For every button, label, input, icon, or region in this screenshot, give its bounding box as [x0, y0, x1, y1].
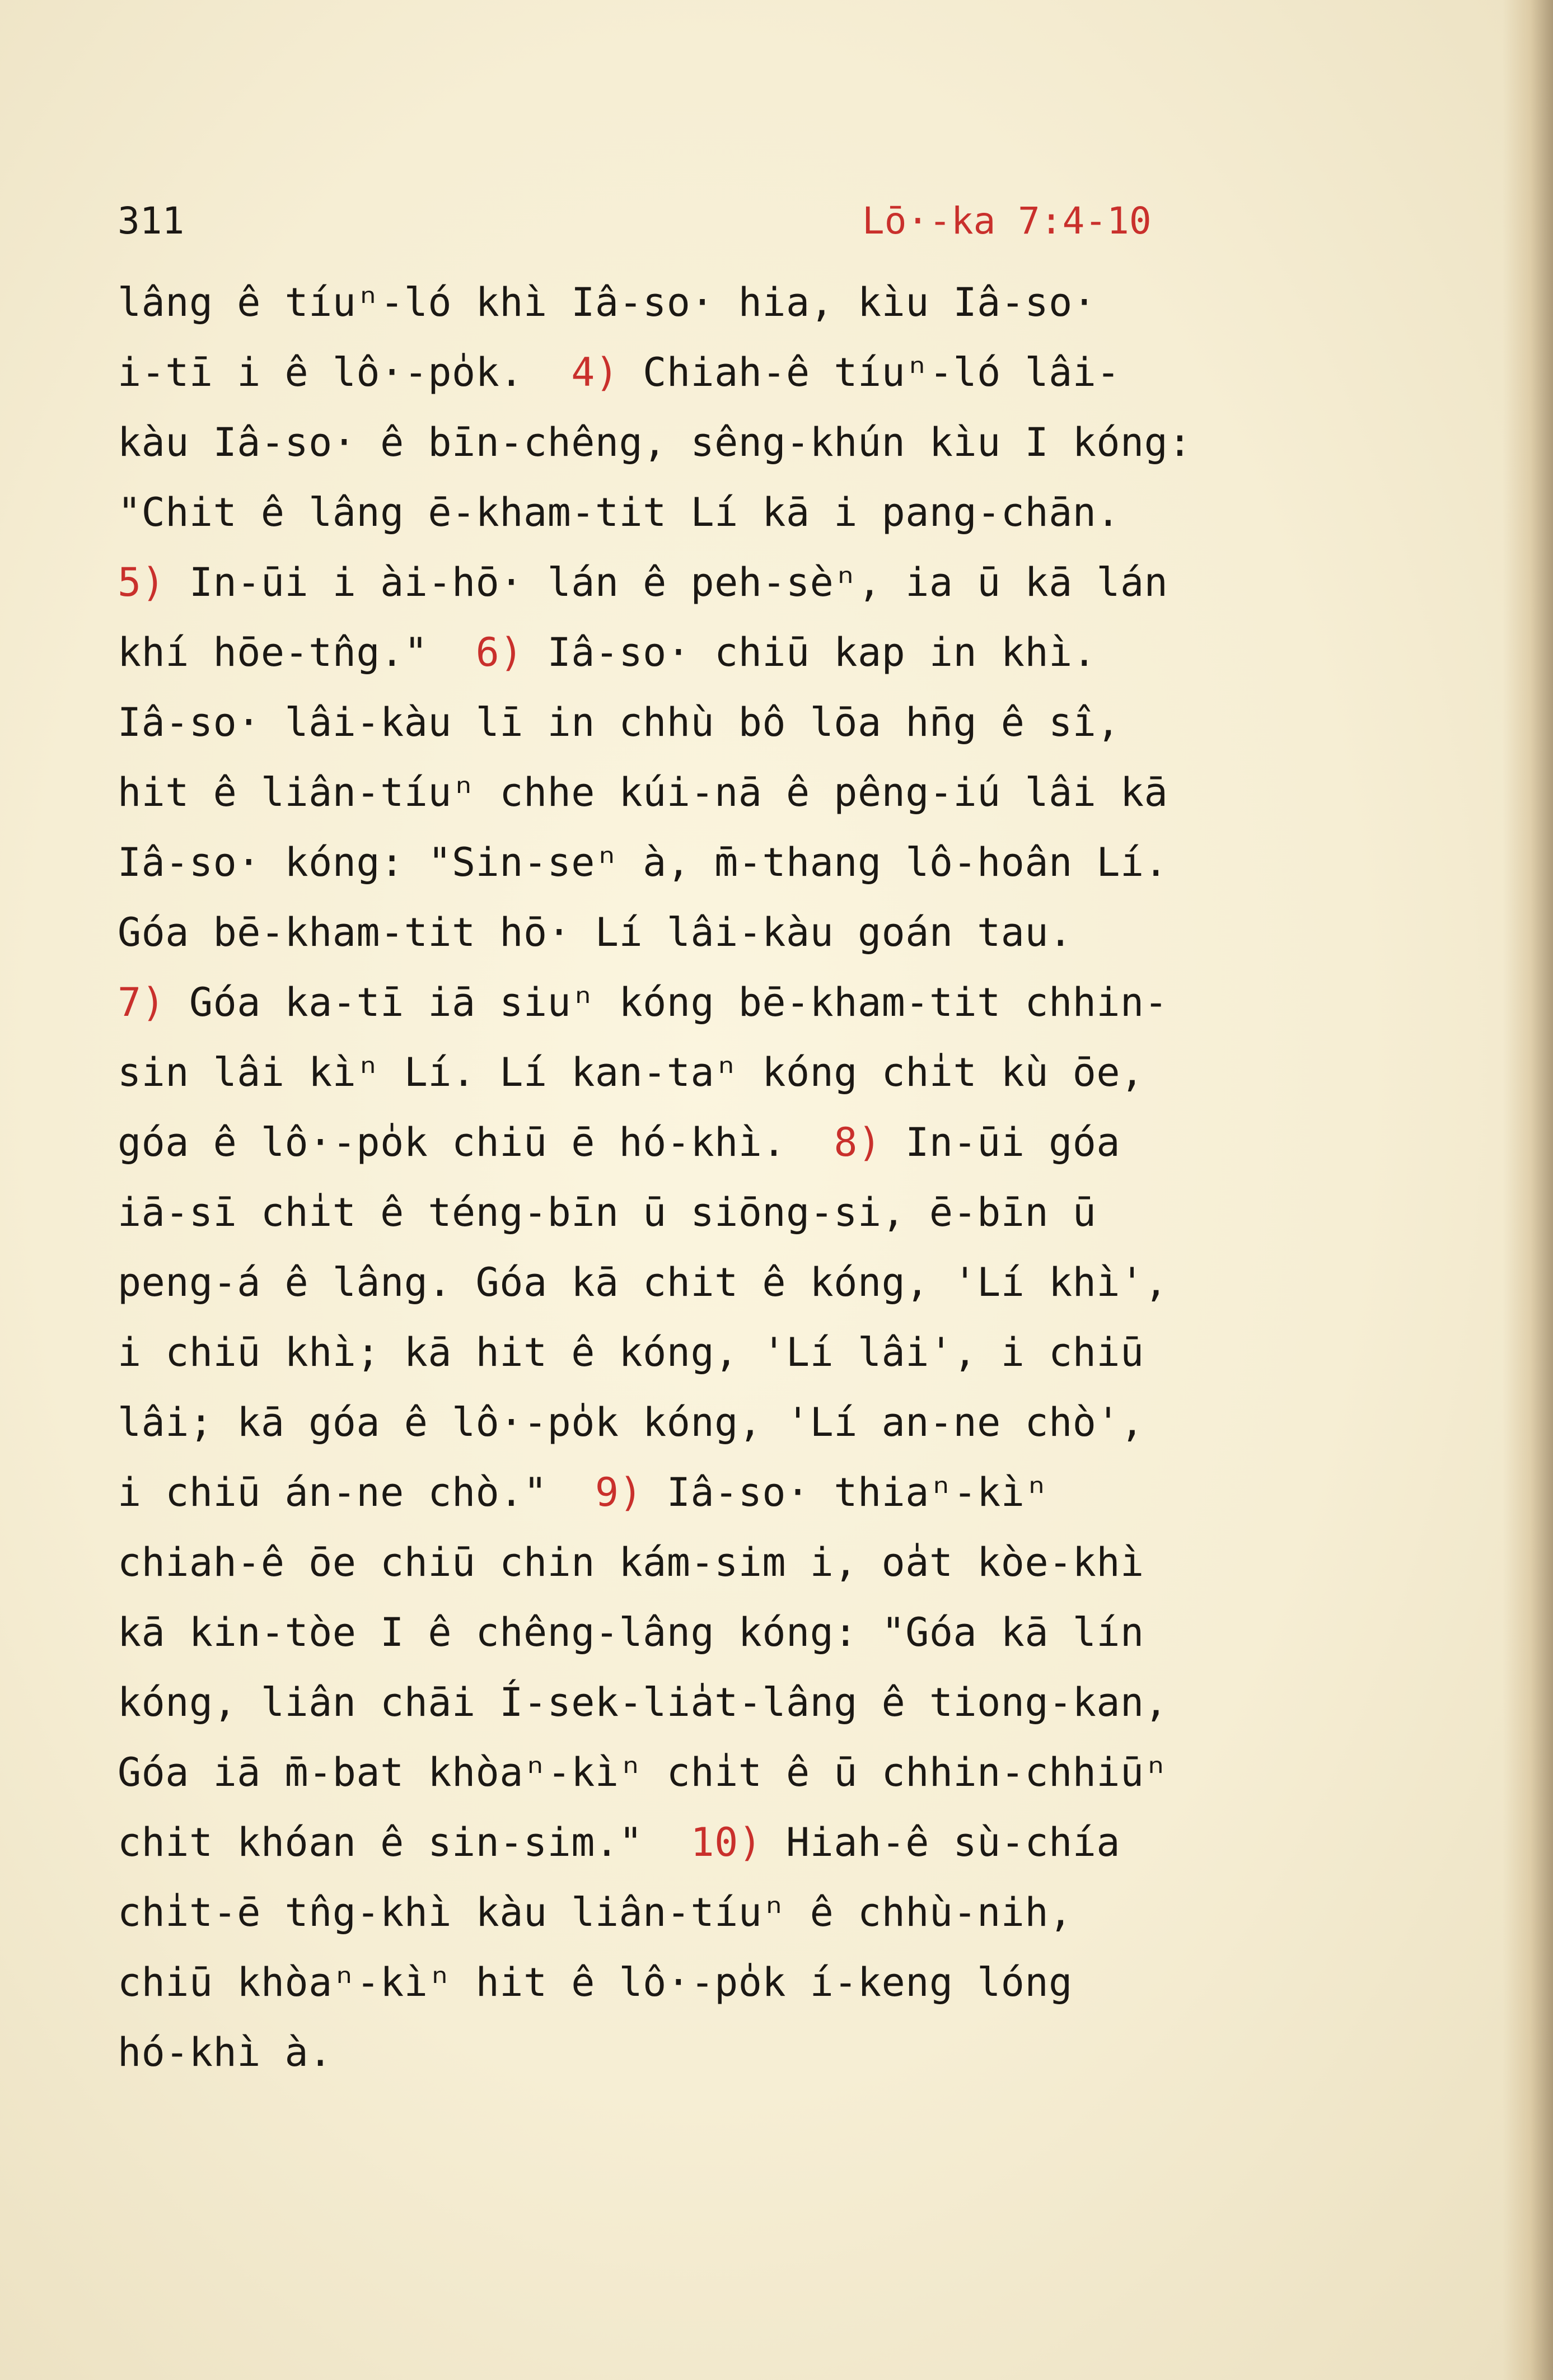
verse-text: i-tī i ê lô·-po̍k.	[118, 349, 572, 395]
text-line	[118, 1948, 1450, 2018]
text-line	[118, 1458, 1450, 1528]
verse-text: lâi; kā góa ê lô·-po̍k kóng, 'Lí an-ne chò',	[118, 1399, 1144, 1445]
verse-text: Iâ-so· lâi-kàu lī in chhù bô lōa hn̄g ê sî,	[118, 699, 1121, 745]
text-line	[118, 548, 1450, 618]
text-line	[118, 338, 1450, 408]
text-line	[118, 268, 1450, 338]
verse-text: hó-khì à.	[118, 2029, 333, 2075]
verse-number: 8)	[834, 1119, 882, 1165]
verse-number: 6)	[475, 629, 523, 675]
verse-text: iā-sī chi̍t ê téng-bīn ū siōng-si, ē-bīn ū	[118, 1189, 1097, 1235]
verse-text: góa ê lô·-po̍k chiū ē hó-khì.	[118, 1119, 834, 1165]
page-number: 311	[118, 199, 185, 242]
verse-text: Iâ-so· kóng: "Sin-seⁿ à, m̄-thang lô-hoân Lí.	[118, 839, 1168, 885]
verse-text: i chiū khì; kā hit ê kóng, 'Lí lâi', i chiū	[118, 1329, 1144, 1375]
verse-text: Iâ-so· chiū kap in khì.	[523, 629, 1097, 675]
verse-text: In-ūi i ài-hō· lán ê peh-sèⁿ, ia ū kā lán	[165, 559, 1168, 605]
text-line	[118, 758, 1450, 828]
text-line	[118, 1598, 1450, 1668]
verse-text: khí hōe-tn̂g."	[118, 629, 476, 675]
verse-text: chi̍t-ē tn̂g-khì kàu liân-tíuⁿ ê chhù-nih,	[118, 1889, 1073, 1935]
page-header	[118, 190, 1383, 252]
verse-text: kā kin-tòe I ê chêng-lâng kóng: "Góa kā lín	[118, 1609, 1144, 1655]
text-line	[118, 408, 1450, 478]
scripture-text	[118, 268, 1450, 2088]
text-line	[118, 478, 1450, 548]
verse-text: Iâ-so· thiaⁿ-kìⁿ	[643, 1469, 1049, 1515]
verse-text: chit khóan ê sin-sim."	[118, 1819, 691, 1865]
text-line	[118, 1808, 1450, 1878]
text-line	[118, 618, 1450, 688]
verse-text: i chiū án-ne chò."	[118, 1469, 595, 1515]
verse-text: Góa iā m̄-bat khòaⁿ-kìⁿ chi̍t ê ū chhin-chhiūⁿ	[118, 1749, 1168, 1795]
text-line	[118, 898, 1450, 968]
verse-text: hit ê liân-tíuⁿ chhe kúi-nā ê pêng-iú lâi kā	[118, 769, 1168, 815]
verse-text: In-ūi góa	[881, 1119, 1121, 1165]
text-line	[118, 1318, 1450, 1388]
verse-number: 7)	[118, 979, 166, 1025]
text-line	[118, 1388, 1450, 1458]
verse-number: 5)	[118, 559, 166, 605]
running-head: Lō·-ka 7:4-10	[862, 199, 1152, 242]
text-line	[118, 688, 1450, 758]
verse-text: chiū khòaⁿ-kìⁿ hit ê lô·-po̍k í-keng lóng	[118, 1959, 1073, 2005]
verse-text: Góa bē-kham-tit hō· Lí lâi-kàu goán tau.	[118, 909, 1073, 955]
verse-text: chiah-ê ōe chiū chin kám-sim i, oa̍t kòe-khì	[118, 1539, 1144, 1585]
verse-text: Góa ka-tī iā siuⁿ kóng bē-kham-tit chhin-	[165, 979, 1168, 1025]
text-line	[118, 968, 1450, 1038]
verse-text: kàu Iâ-so· ê bīn-chêng, sêng-khún kìu I kóng:	[118, 419, 1192, 465]
text-line	[118, 2018, 1450, 2088]
verse-text: "Chit ê lâng ē-kham-tit Lí kā i pang-chān.	[118, 489, 1121, 535]
text-line	[118, 1528, 1450, 1598]
verse-number: 10)	[690, 1819, 763, 1865]
text-line	[118, 1878, 1450, 1948]
text-line	[118, 1668, 1450, 1738]
text-line	[118, 1738, 1450, 1808]
verse-text: sin lâi kìⁿ Lí. Lí kan-taⁿ kóng chi̍t kù ōe,	[118, 1049, 1144, 1095]
text-line	[118, 1108, 1450, 1178]
verse-text: Chiah-ê tíuⁿ-ló lâi-	[619, 349, 1121, 395]
verse-text: peng-á ê lâng. Góa kā chit ê kóng, 'Lí khì',	[118, 1259, 1168, 1305]
verse-text: lâng ê tíuⁿ-ló khì Iâ-so· hia, kìu Iâ-so·	[118, 279, 1097, 325]
verse-text: kóng, liân chāi Í-sek-lia̍t-lâng ê tiong-kan,	[118, 1679, 1168, 1725]
text-line	[118, 1178, 1450, 1248]
page-edge-shadow	[1503, 0, 1553, 2380]
text-line	[118, 828, 1450, 898]
text-line	[118, 1248, 1450, 1318]
text-line	[118, 1038, 1450, 1108]
verse-number: 4)	[571, 349, 619, 395]
verse-text: Hiah-ê sù-chía	[762, 1819, 1121, 1865]
verse-number: 9)	[595, 1469, 643, 1515]
